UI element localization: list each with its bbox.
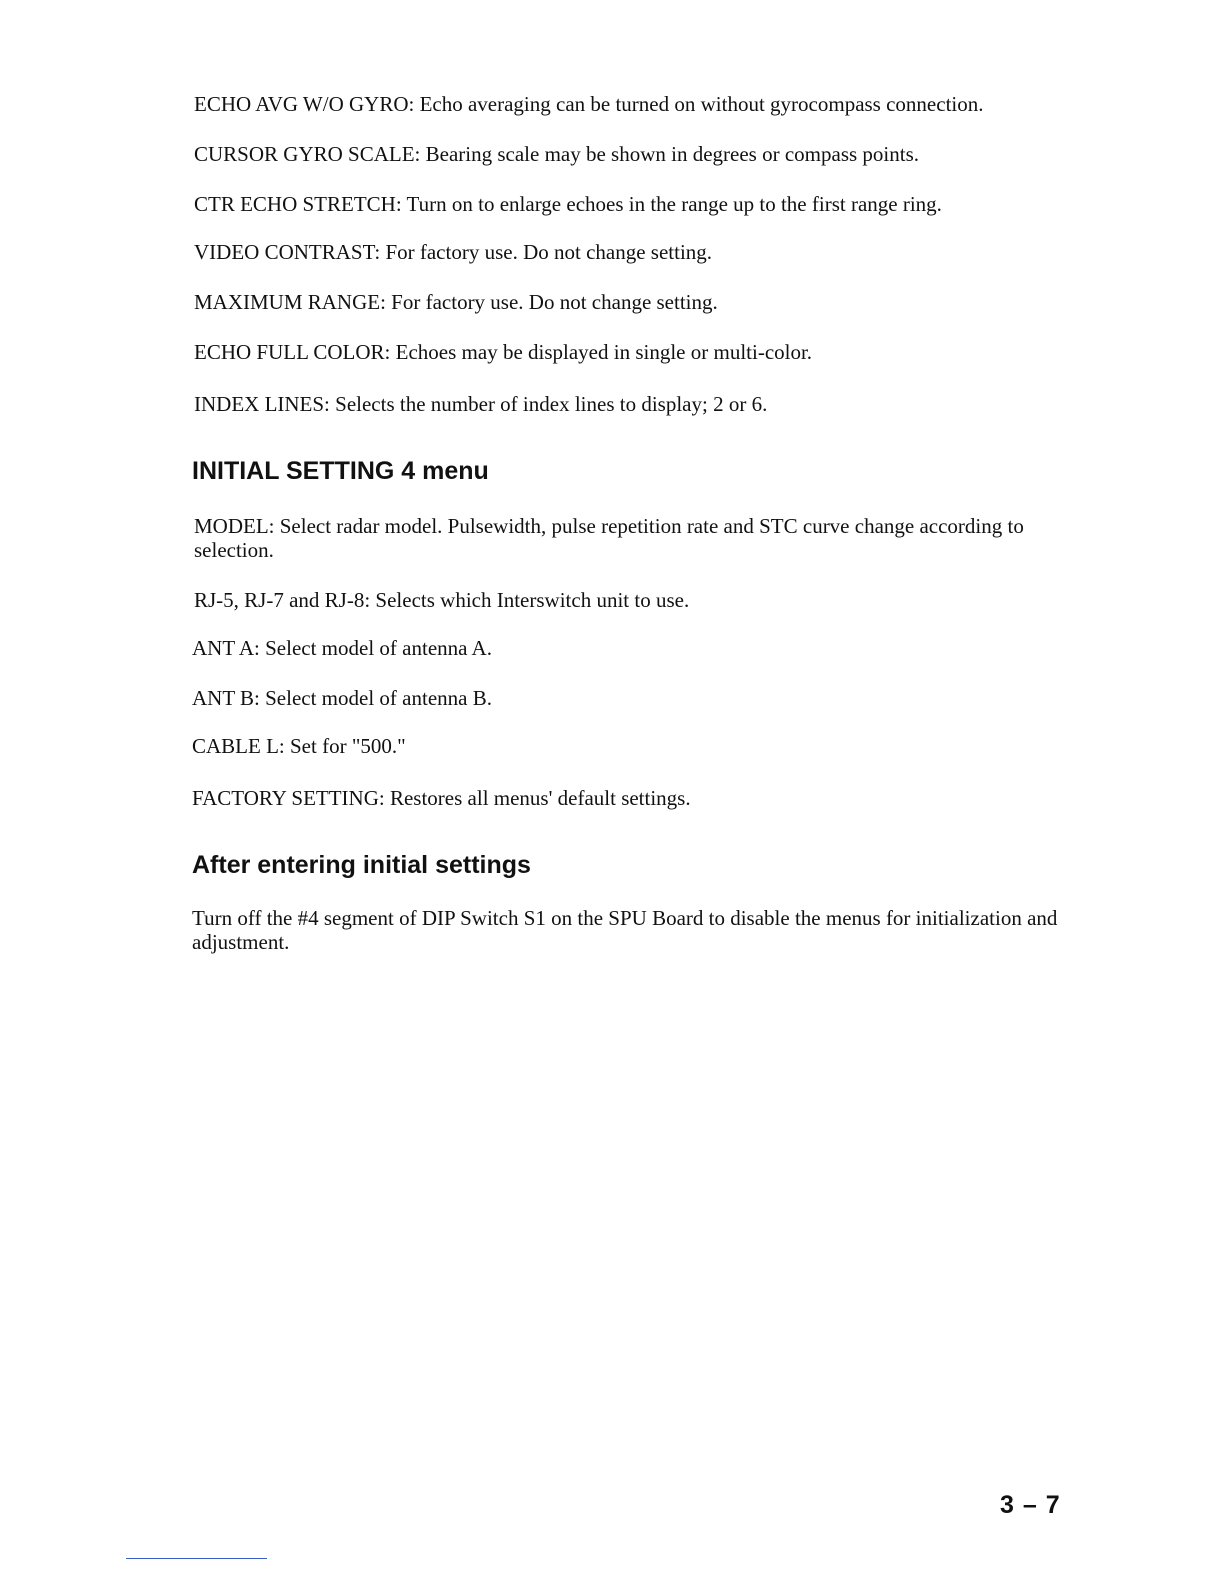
item-video-contrast: VIDEO CONTRAST: For factory use. Do not change setting. [194,240,713,264]
item-maximum-range: MAXIMUM RANGE: For factory use. Do not change setting. [194,290,718,314]
item-cursor-gyro-scale: CURSOR GYRO SCALE: Bearing scale may be shown in degrees or compass points. [194,142,920,166]
item-index-lines: INDEX LINES: Selects the number of index lines to display; 2 or 6. [194,392,768,416]
item-model: MODEL: Select radar model. Pulsewidth, pulse repetition rate and STC curve change according to selection. [194,514,1024,562]
item-ctr-echo-stretch: CTR ECHO STRETCH: Turn on to enlarge echoes in the range up to the first range ring. [194,192,942,216]
item-factory-setting: FACTORY SETTING: Restores all menus' default settings. [192,786,691,810]
paragraph-dip-switch: Turn off the #4 segment of DIP Switch S1 on the SPU Board to disable the menus for initialization and adjustment. [192,906,1058,954]
item-ant-a: ANT A: Select model of antenna A. [192,636,492,660]
item-echo-full-color: ECHO FULL COLOR: Echoes may be displayed in single or multi-color. [194,340,813,364]
item-echo-avg-wo-gyro: ECHO AVG W/O GYRO: Echo averaging can be turned on without gyrocompass connection. [194,92,984,116]
page-number: 3 – 7 [1000,1491,1061,1519]
item-ant-b: ANT B: Select model of antenna B. [192,686,492,710]
heading-initial-setting-4: INITIAL SETTING 4 menu [192,457,489,485]
footer-rule [126,1558,267,1559]
item-cable-l: CABLE L: Set for "500." [192,734,406,758]
item-rj-interswitch: RJ-5, RJ-7 and RJ-8: Selects which Interswitch unit to use. [194,588,690,612]
heading-after-entering-initial-settings: After entering initial settings [192,851,531,879]
